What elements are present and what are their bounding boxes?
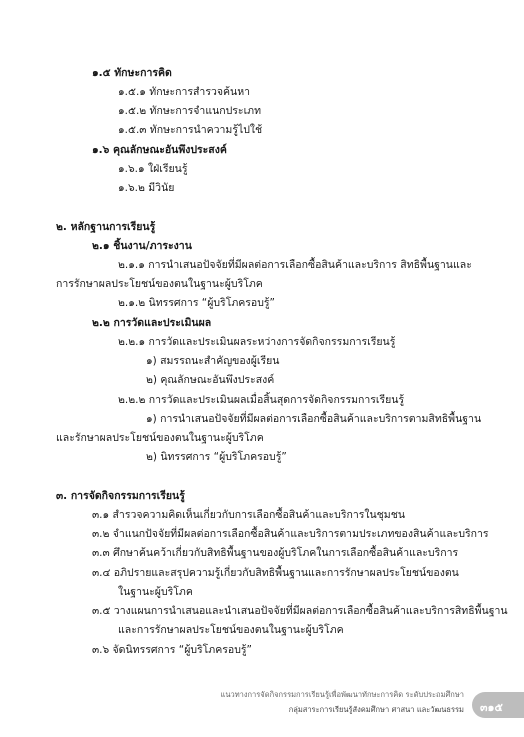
heading-workpieces: ๒.๑ ชิ้นงาน/ภาระงาน [92, 240, 192, 252]
list-item: ๑) การนำเสนอปัจจัยที่มีผลต่อการเลือกซื้อสินค้าและบริการตามสิทธิพื้นฐาน [146, 413, 482, 425]
list-item-continuation: และการรักษาผลประโยชน์ของตนในฐานะผู้บริโภค [118, 624, 344, 636]
list-item: ๓.๒ จำแนกปัจจัยที่มีผลต่อการเลือกซื้อสินค้าและบริการตามประเภทของสินค้าและบริการ [92, 528, 489, 540]
heading-thinking-skills: ๑.๕ ทักษะการคิด [92, 67, 172, 79]
section-heading-evidence: ๒. หลักฐานการเรียนรู้ [56, 221, 156, 233]
heading-desired-characteristics: ๑.๖ คุณลักษณะอันพึงประสงค์ [92, 144, 227, 156]
list-item: ๒) นิทรรศการ “ผู้บริโภครอบรู้” [146, 451, 287, 463]
list-item: ๒) คุณลักษณะอันพึงประสงค์ [146, 374, 275, 386]
list-item-continuation: และรักษาผลประโยชน์ของตนในฐานะผู้บริโภค [56, 432, 264, 444]
list-item: ๑.๖.๑ ใฝ่เรียนรู้ [118, 163, 188, 175]
list-item: ๑.๕.๑ ทักษะการสำรวจค้นหา [118, 86, 251, 98]
list-item-continuation: ในฐานะผู้บริโภค [118, 586, 193, 598]
list-item: ๓.๕ วางแผนการนำเสนอและนำเสนอปัจจัยที่มีผลต่อการเลือกซื้อสินค้าและบริการสิทธิพื้นฐาน [92, 605, 508, 617]
footer-book-title: แนวทางการจัดกิจกรรมการเรียนรู้เพื่อพัฒนาทักษะการคิด ระดับประถมศึกษา [220, 690, 464, 699]
list-item: ๓.๑ สำรวจความคิดเห็นเกี่ยวกับการเลือกซื้อสินค้าและบริการในชุมชน [92, 509, 406, 521]
page-number: ๓๑๕ [480, 701, 503, 714]
list-item: ๓.๖ จัดนิทรรศการ “ผู้บริโภครอบรู้” [92, 644, 252, 656]
heading-assessment: ๒.๒ การวัดและประเมินผล [92, 317, 212, 329]
list-item: ๒.๑.๒ นิทรรศการ “ผู้บริโภครอบรู้” [118, 297, 275, 309]
list-item: ๒.๑.๑ การนำเสนอปัจจัยที่มีผลต่อการเลือกซื้อสินค้าและบริการ สิทธิพื้นฐานและ [118, 259, 472, 271]
list-item: ๓.๔ อภิปรายและสรุปความรู้เกี่ยวกับสิทธิพื้นฐานและการรักษาผลประโยชน์ของตน [92, 567, 459, 579]
list-item: ๒.๒.๑ การวัดและประเมินผลระหว่างการจัดกิจกรรมการเรียนรู้ [118, 336, 396, 348]
list-item: ๒.๒.๒ การวัดและประเมินผลเมื่อสิ้นสุดการจัดกิจกรรมการเรียนรู้ [118, 394, 405, 406]
list-item-continuation: การรักษาผลประโยชน์ของตนในฐานะผู้บริโภค [56, 278, 263, 290]
list-item: ๓.๓ ศึกษาค้นคว้าเกี่ยวกับสิทธิพื้นฐานของผู้บริโภคในการเลือกซื้อสินค้าและบริการ [92, 547, 459, 559]
section-heading-activities: ๓. การจัดกิจกรรมการเรียนรู้ [56, 490, 185, 502]
list-item: ๑.๕.๒ ทักษะการจำแนกประเภท [118, 105, 262, 117]
footer-subject-group: กลุ่มสาระการเรียนรู้สังคมศึกษา ศาสนา และวัฒนธรรม [288, 705, 464, 714]
list-item: ๑) สมรรถนะสำคัญของผู้เรียน [146, 355, 280, 367]
list-item: ๑.๕.๓ ทักษะการนำความรู้ไปใช้ [118, 124, 263, 136]
list-item: ๑.๖.๒ มีวินัย [118, 182, 175, 194]
